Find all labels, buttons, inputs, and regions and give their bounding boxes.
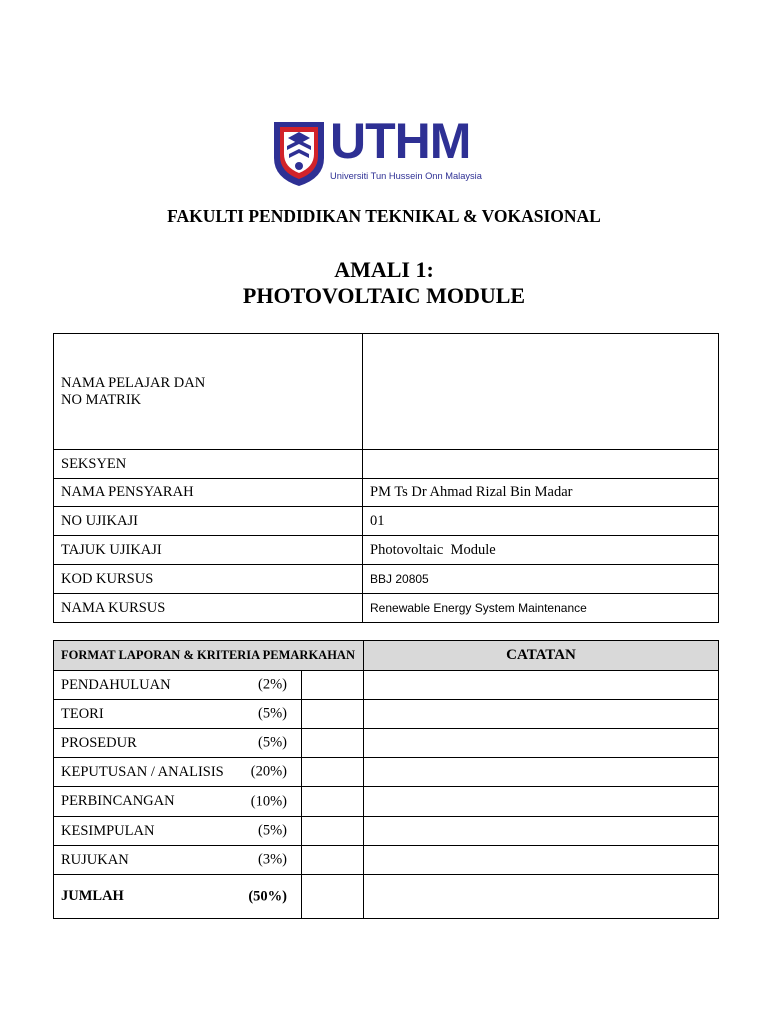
criteria-cell xyxy=(54,817,302,846)
criteria-row xyxy=(54,700,719,729)
notes-cell[interactable] xyxy=(364,817,719,846)
criteria-row xyxy=(54,671,719,700)
criteria-row xyxy=(54,758,719,787)
score-cell[interactable] xyxy=(302,671,364,700)
criteria-percent: (2%) xyxy=(258,676,287,693)
criteria-percent: (5%) xyxy=(258,705,287,722)
marking-criteria-table xyxy=(53,640,719,919)
criteria-cell xyxy=(54,846,302,875)
criteria-cell xyxy=(54,671,302,700)
criteria-percent: (3%) xyxy=(258,851,287,868)
total-cell xyxy=(54,875,302,919)
total-score-cell[interactable] xyxy=(302,875,364,919)
document-title-line1: AMALI 1: xyxy=(334,257,434,282)
criteria-cell xyxy=(54,729,302,758)
criteria-name: PERBINCANGAN xyxy=(61,793,175,809)
info-value: 01 xyxy=(363,507,719,536)
criteria-percent: (20%) xyxy=(250,763,287,780)
info-value: BBJ 20805 xyxy=(363,565,719,594)
document-title-line2: PHOTOVOLTAIC MODULE xyxy=(242,283,526,308)
info-value: PM Ts Dr Ahmad Rizal Bin Madar xyxy=(363,479,719,507)
score-cell[interactable] xyxy=(302,758,364,787)
criteria-cell xyxy=(54,758,302,787)
criteria-row xyxy=(54,817,719,846)
score-cell[interactable] xyxy=(302,817,364,846)
section-field[interactable] xyxy=(363,450,719,479)
info-row-course-code xyxy=(54,565,719,594)
uthm-shield-icon xyxy=(272,120,326,188)
info-label: NAMA PENSYARAH xyxy=(54,479,363,507)
criteria-header: FORMAT LAPORAN & KRITERIA PEMARKAHAN xyxy=(54,641,364,671)
info-value: Photovoltaic Module xyxy=(363,536,719,565)
logo-wordmark: UTHM xyxy=(330,113,471,169)
info-row-section xyxy=(54,450,719,479)
criteria-row xyxy=(54,729,719,758)
info-value: Renewable Energy System Maintenance xyxy=(363,594,719,623)
info-label: NO UJIKAJI xyxy=(54,507,363,536)
student-info-table xyxy=(53,333,719,623)
info-label: TAJUK UJIKAJI xyxy=(54,536,363,565)
total-row xyxy=(54,875,719,919)
logo-subtitle: Universiti Tun Hussein Onn Malaysia xyxy=(330,171,482,181)
notes-cell[interactable] xyxy=(364,700,719,729)
criteria-name: KESIMPULAN xyxy=(61,822,155,839)
criteria-percent: (5%) xyxy=(258,822,287,839)
criteria-percent: (10%) xyxy=(250,793,287,809)
info-row-experiment-no xyxy=(54,507,719,536)
score-cell[interactable] xyxy=(302,729,364,758)
info-row-course-name xyxy=(54,594,719,623)
info-row-experiment-title xyxy=(54,536,719,565)
info-row-student xyxy=(54,334,719,450)
faculty-heading: FAKULTI PENDIDIKAN TEKNIKAL & VOKASIONAL xyxy=(167,206,601,226)
criteria-percent: (5%) xyxy=(258,734,287,751)
info-label: KOD KURSUS xyxy=(54,565,363,594)
criteria-name: PROSEDUR xyxy=(61,734,137,751)
criteria-row xyxy=(54,787,719,817)
score-cell[interactable] xyxy=(302,787,364,817)
total-label: JUMLAH xyxy=(61,888,124,904)
notes-cell[interactable] xyxy=(364,758,719,787)
info-label: NAMA PELAJAR DAN NO MATRIK xyxy=(54,334,363,450)
info-label: NAMA KURSUS xyxy=(54,594,363,623)
notes-cell[interactable] xyxy=(364,729,719,758)
criteria-name: RUJUKAN xyxy=(61,851,129,868)
uthm-logo xyxy=(272,113,504,190)
score-cell[interactable] xyxy=(302,700,364,729)
criteria-cell xyxy=(54,787,302,817)
total-percent: (50%) xyxy=(248,888,287,904)
notes-cell[interactable] xyxy=(364,846,719,875)
criteria-name: TEORI xyxy=(61,705,104,722)
notes-cell[interactable] xyxy=(364,671,719,700)
score-cell[interactable] xyxy=(302,846,364,875)
criteria-name: PENDAHULUAN xyxy=(61,676,171,693)
total-notes-cell[interactable] xyxy=(364,875,719,919)
notes-cell[interactable] xyxy=(364,787,719,817)
notes-header: CATATAN xyxy=(364,641,719,671)
student-name-field[interactable] xyxy=(363,334,719,450)
marks-header-row xyxy=(54,641,719,671)
criteria-row xyxy=(54,846,719,875)
criteria-name: KEPUTUSAN / ANALISIS xyxy=(61,763,224,780)
info-label: SEKSYEN xyxy=(54,450,363,479)
criteria-cell xyxy=(54,700,302,729)
info-row-lecturer xyxy=(54,479,719,507)
